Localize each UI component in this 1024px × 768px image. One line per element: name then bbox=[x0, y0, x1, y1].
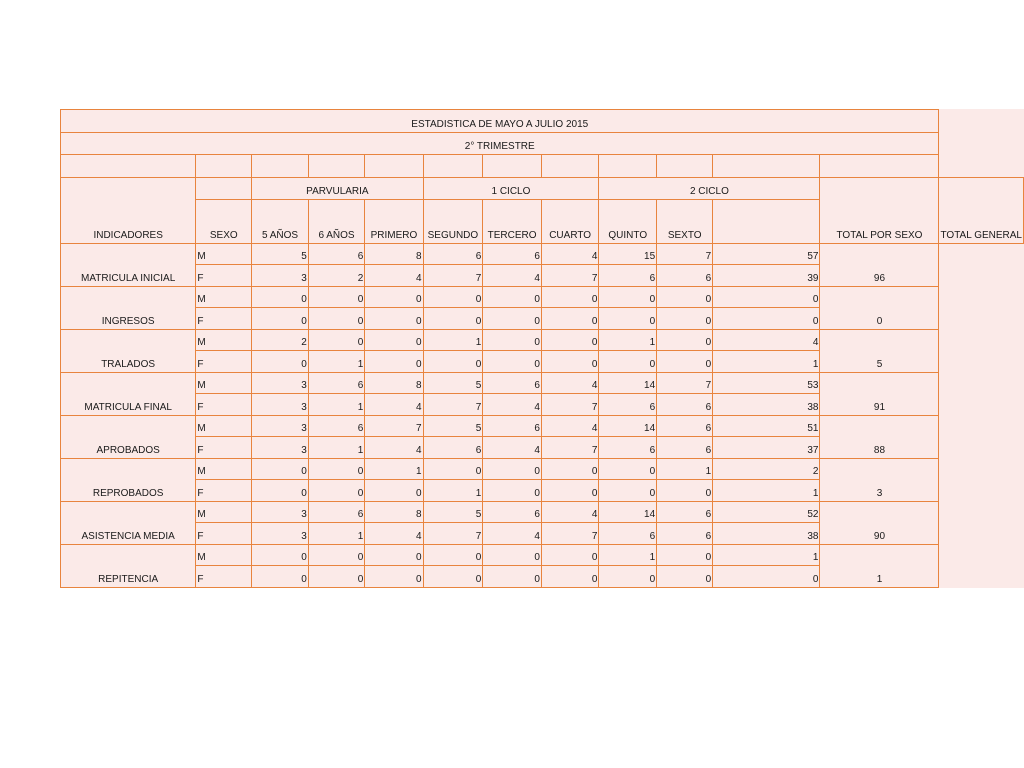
sex-label: M bbox=[196, 459, 252, 480]
table-subtitle: 2° TRIMESTRE bbox=[61, 133, 939, 155]
value-cell: 0 bbox=[423, 566, 483, 588]
table-row bbox=[61, 373, 1024, 394]
value-cell: 7 bbox=[541, 265, 598, 287]
value-cell: 4 bbox=[483, 437, 542, 459]
value-cell: 0 bbox=[308, 545, 365, 566]
indicator-label: MATRICULA FINAL bbox=[61, 373, 196, 416]
value-cell: 6 bbox=[483, 373, 542, 394]
value-cell: 1 bbox=[308, 394, 365, 416]
value-cell: 14 bbox=[599, 416, 657, 437]
value-cell: 0 bbox=[252, 287, 309, 308]
total-por-sexo-cell: 38 bbox=[713, 394, 820, 416]
value-cell: 0 bbox=[541, 308, 598, 330]
value-cell: 6 bbox=[657, 523, 713, 545]
total-por-sexo-cell: 51 bbox=[713, 416, 820, 437]
value-cell: 0 bbox=[599, 459, 657, 480]
value-cell: 0 bbox=[308, 566, 365, 588]
blank-row bbox=[61, 155, 1024, 178]
value-cell: 3 bbox=[252, 416, 309, 437]
blank-cell bbox=[423, 155, 483, 178]
value-cell: 6 bbox=[308, 416, 365, 437]
value-cell: 0 bbox=[657, 287, 713, 308]
value-cell: 0 bbox=[483, 351, 542, 373]
value-cell: 0 bbox=[423, 545, 483, 566]
sex-label: M bbox=[196, 545, 252, 566]
value-cell: 15 bbox=[599, 244, 657, 265]
group-parvularia: PARVULARIA bbox=[252, 178, 423, 200]
total-general-cell: 5 bbox=[820, 330, 939, 373]
group-ciclo-2: 2 CICLO bbox=[599, 178, 820, 200]
value-cell: 0 bbox=[252, 351, 309, 373]
total-por-sexo-cell: 37 bbox=[713, 437, 820, 459]
value-cell: 1 bbox=[423, 330, 483, 351]
value-cell: 1 bbox=[308, 351, 365, 373]
value-cell: 0 bbox=[423, 351, 483, 373]
value-cell: 8 bbox=[365, 244, 423, 265]
value-cell: 6 bbox=[483, 502, 542, 523]
total-por-sexo-cell: 1 bbox=[713, 545, 820, 566]
value-cell: 0 bbox=[541, 330, 598, 351]
value-cell: 0 bbox=[423, 287, 483, 308]
value-cell: 0 bbox=[541, 287, 598, 308]
value-cell: 6 bbox=[423, 244, 483, 265]
value-cell: 0 bbox=[252, 566, 309, 588]
value-cell: 0 bbox=[599, 351, 657, 373]
total-general-cell: 1 bbox=[820, 545, 939, 588]
total-por-sexo-cell: 53 bbox=[713, 373, 820, 394]
indicator-label: REPITENCIA bbox=[61, 545, 196, 588]
total-por-sexo-cell: 1 bbox=[713, 480, 820, 502]
value-cell: 6 bbox=[308, 502, 365, 523]
value-cell: 0 bbox=[483, 566, 542, 588]
total-general-cell: 96 bbox=[820, 244, 939, 287]
value-cell: 6 bbox=[599, 265, 657, 287]
total-por-sexo-cell: 1 bbox=[713, 351, 820, 373]
header-6-anos: 6 AÑOS bbox=[308, 200, 365, 244]
sex-label: F bbox=[196, 480, 252, 502]
blank-cell bbox=[196, 178, 252, 200]
header-sexto: SEXTO bbox=[657, 200, 713, 244]
value-cell: 0 bbox=[483, 308, 542, 330]
value-cell: 6 bbox=[599, 523, 657, 545]
indicator-label: INGRESOS bbox=[61, 287, 196, 330]
value-cell: 0 bbox=[483, 287, 542, 308]
total-por-sexo-cell: 0 bbox=[713, 287, 820, 308]
value-cell: 0 bbox=[541, 459, 598, 480]
value-cell: 0 bbox=[483, 480, 542, 502]
value-cell: 0 bbox=[308, 459, 365, 480]
total-general-cell: 3 bbox=[820, 459, 939, 502]
value-cell: 1 bbox=[657, 459, 713, 480]
value-cell: 0 bbox=[365, 566, 423, 588]
value-cell: 0 bbox=[423, 308, 483, 330]
total-por-sexo-cell: 2 bbox=[713, 459, 820, 480]
total-por-sexo-cell: 0 bbox=[713, 308, 820, 330]
value-cell: 5 bbox=[423, 502, 483, 523]
value-cell: 0 bbox=[657, 330, 713, 351]
value-cell: 4 bbox=[483, 523, 542, 545]
value-cell: 1 bbox=[308, 523, 365, 545]
total-por-sexo-cell: 0 bbox=[713, 566, 820, 588]
indicator-label: REPROBADOS bbox=[61, 459, 196, 502]
value-cell: 5 bbox=[423, 416, 483, 437]
value-cell: 0 bbox=[252, 545, 309, 566]
value-cell: 0 bbox=[599, 308, 657, 330]
value-cell: 4 bbox=[365, 265, 423, 287]
value-cell: 0 bbox=[308, 287, 365, 308]
value-cell: 8 bbox=[365, 502, 423, 523]
indicator-label: TRALADOS bbox=[61, 330, 196, 373]
total-general-cell: 91 bbox=[820, 373, 939, 416]
header-quinto: QUINTO bbox=[599, 200, 657, 244]
value-cell: 1 bbox=[365, 459, 423, 480]
value-cell: 6 bbox=[599, 437, 657, 459]
header-indicadores: INDICADORES bbox=[61, 178, 196, 244]
value-cell: 7 bbox=[423, 523, 483, 545]
value-cell: 6 bbox=[423, 437, 483, 459]
blank-cell bbox=[61, 155, 196, 178]
value-cell: 0 bbox=[657, 480, 713, 502]
table-row bbox=[61, 287, 1024, 308]
header-5-anos: 5 AÑOS bbox=[252, 200, 309, 244]
blank-cell bbox=[196, 155, 252, 178]
header-total-general: TOTAL GENERAL bbox=[939, 178, 1024, 244]
total-por-sexo-cell: 39 bbox=[713, 265, 820, 287]
value-cell: 0 bbox=[599, 566, 657, 588]
table-row bbox=[61, 459, 1024, 480]
value-cell: 3 bbox=[252, 437, 309, 459]
value-cell: 4 bbox=[483, 394, 542, 416]
value-cell: 0 bbox=[423, 459, 483, 480]
value-cell: 6 bbox=[308, 244, 365, 265]
value-cell: 6 bbox=[483, 244, 542, 265]
sex-label: F bbox=[196, 566, 252, 588]
table-row bbox=[61, 416, 1024, 437]
value-cell: 1 bbox=[423, 480, 483, 502]
header-segundo: SEGUNDO bbox=[423, 200, 483, 244]
blank-cell bbox=[541, 155, 598, 178]
value-cell: 4 bbox=[365, 523, 423, 545]
blank-cell bbox=[713, 155, 820, 178]
value-cell: 4 bbox=[541, 416, 598, 437]
value-cell: 0 bbox=[541, 351, 598, 373]
value-cell: 4 bbox=[541, 373, 598, 394]
total-por-sexo-cell: 4 bbox=[713, 330, 820, 351]
indicator-label: ASISTENCIA MEDIA bbox=[61, 502, 196, 545]
value-cell: 2 bbox=[252, 330, 309, 351]
value-cell: 6 bbox=[657, 394, 713, 416]
value-cell: 1 bbox=[308, 437, 365, 459]
value-cell: 7 bbox=[657, 244, 713, 265]
table-row bbox=[61, 330, 1024, 351]
value-cell: 0 bbox=[252, 459, 309, 480]
indicator-label: MATRICULA INICIAL bbox=[61, 244, 196, 287]
value-cell: 0 bbox=[252, 308, 309, 330]
value-cell: 6 bbox=[599, 394, 657, 416]
total-por-sexo-cell: 38 bbox=[713, 523, 820, 545]
value-cell: 0 bbox=[308, 330, 365, 351]
value-cell: 6 bbox=[657, 437, 713, 459]
value-cell: 3 bbox=[252, 373, 309, 394]
value-cell: 0 bbox=[541, 480, 598, 502]
sex-label: F bbox=[196, 523, 252, 545]
value-cell: 4 bbox=[483, 265, 542, 287]
table-title: ESTADISTICA DE MAYO A JULIO 2015 bbox=[61, 110, 939, 133]
header-cuarto: CUARTO bbox=[541, 200, 598, 244]
value-cell: 7 bbox=[423, 265, 483, 287]
value-cell: 8 bbox=[365, 373, 423, 394]
value-cell: 0 bbox=[365, 545, 423, 566]
value-cell: 7 bbox=[423, 394, 483, 416]
value-cell: 0 bbox=[308, 308, 365, 330]
value-cell: 0 bbox=[365, 330, 423, 351]
value-cell: 3 bbox=[252, 523, 309, 545]
value-cell: 5 bbox=[252, 244, 309, 265]
value-cell: 0 bbox=[541, 545, 598, 566]
value-cell: 14 bbox=[599, 502, 657, 523]
value-cell: 6 bbox=[483, 416, 542, 437]
sex-label: F bbox=[196, 394, 252, 416]
value-cell: 0 bbox=[365, 480, 423, 502]
value-cell: 4 bbox=[541, 502, 598, 523]
statistics-table bbox=[60, 109, 1024, 588]
table-row bbox=[61, 244, 1024, 265]
value-cell: 0 bbox=[657, 566, 713, 588]
value-cell: 6 bbox=[657, 265, 713, 287]
group-ciclo-1: 1 CICLO bbox=[423, 178, 599, 200]
blank-cell bbox=[820, 155, 939, 178]
value-cell: 0 bbox=[657, 308, 713, 330]
total-general-cell: 0 bbox=[820, 287, 939, 330]
header-sexo: SEXO bbox=[196, 200, 252, 244]
total-general-cell: 90 bbox=[820, 502, 939, 545]
sex-label: M bbox=[196, 330, 252, 351]
blank-cell bbox=[308, 155, 365, 178]
value-cell: 0 bbox=[483, 330, 542, 351]
value-cell: 7 bbox=[365, 416, 423, 437]
value-cell: 3 bbox=[252, 502, 309, 523]
value-cell: 6 bbox=[657, 502, 713, 523]
value-cell: 7 bbox=[541, 437, 598, 459]
blank-cell bbox=[483, 155, 542, 178]
sex-label: M bbox=[196, 287, 252, 308]
header-total-por-sexo: TOTAL POR SEXO bbox=[820, 178, 939, 244]
value-cell: 4 bbox=[365, 394, 423, 416]
sex-label: M bbox=[196, 416, 252, 437]
value-cell: 0 bbox=[308, 480, 365, 502]
header-primero: PRIMERO bbox=[365, 200, 423, 244]
value-cell: 0 bbox=[599, 480, 657, 502]
value-cell: 4 bbox=[365, 437, 423, 459]
value-cell: 0 bbox=[483, 459, 542, 480]
value-cell: 0 bbox=[252, 480, 309, 502]
blank-cell bbox=[365, 155, 423, 178]
sex-label: M bbox=[196, 244, 252, 265]
table-row bbox=[61, 502, 1024, 523]
table-row bbox=[61, 545, 1024, 566]
total-por-sexo-cell: 52 bbox=[713, 502, 820, 523]
value-cell: 2 bbox=[308, 265, 365, 287]
header-tercero: TERCERO bbox=[483, 200, 542, 244]
sex-label: F bbox=[196, 308, 252, 330]
sex-label: F bbox=[196, 437, 252, 459]
indicator-label: APROBADOS bbox=[61, 416, 196, 459]
sex-label: F bbox=[196, 351, 252, 373]
value-cell: 0 bbox=[541, 566, 598, 588]
value-cell: 1 bbox=[599, 330, 657, 351]
value-cell: 0 bbox=[365, 287, 423, 308]
value-cell: 6 bbox=[308, 373, 365, 394]
value-cell: 14 bbox=[599, 373, 657, 394]
value-cell: 5 bbox=[423, 373, 483, 394]
blank-cell bbox=[657, 155, 713, 178]
value-cell: 3 bbox=[252, 394, 309, 416]
value-cell: 0 bbox=[599, 287, 657, 308]
value-cell: 0 bbox=[483, 545, 542, 566]
sex-label: M bbox=[196, 502, 252, 523]
value-cell: 0 bbox=[365, 308, 423, 330]
blank-cell bbox=[599, 155, 657, 178]
value-cell: 7 bbox=[657, 373, 713, 394]
value-cell: 0 bbox=[365, 351, 423, 373]
value-cell: 0 bbox=[657, 351, 713, 373]
value-cell: 6 bbox=[657, 416, 713, 437]
value-cell: 1 bbox=[599, 545, 657, 566]
value-cell: 7 bbox=[541, 394, 598, 416]
value-cell: 7 bbox=[541, 523, 598, 545]
sex-label: M bbox=[196, 373, 252, 394]
value-cell: 4 bbox=[541, 244, 598, 265]
value-cell: 3 bbox=[252, 265, 309, 287]
total-por-sexo-cell: 57 bbox=[713, 244, 820, 265]
total-general-cell: 88 bbox=[820, 416, 939, 459]
sex-label: F bbox=[196, 265, 252, 287]
blank-cell bbox=[252, 155, 309, 178]
value-cell: 0 bbox=[657, 545, 713, 566]
